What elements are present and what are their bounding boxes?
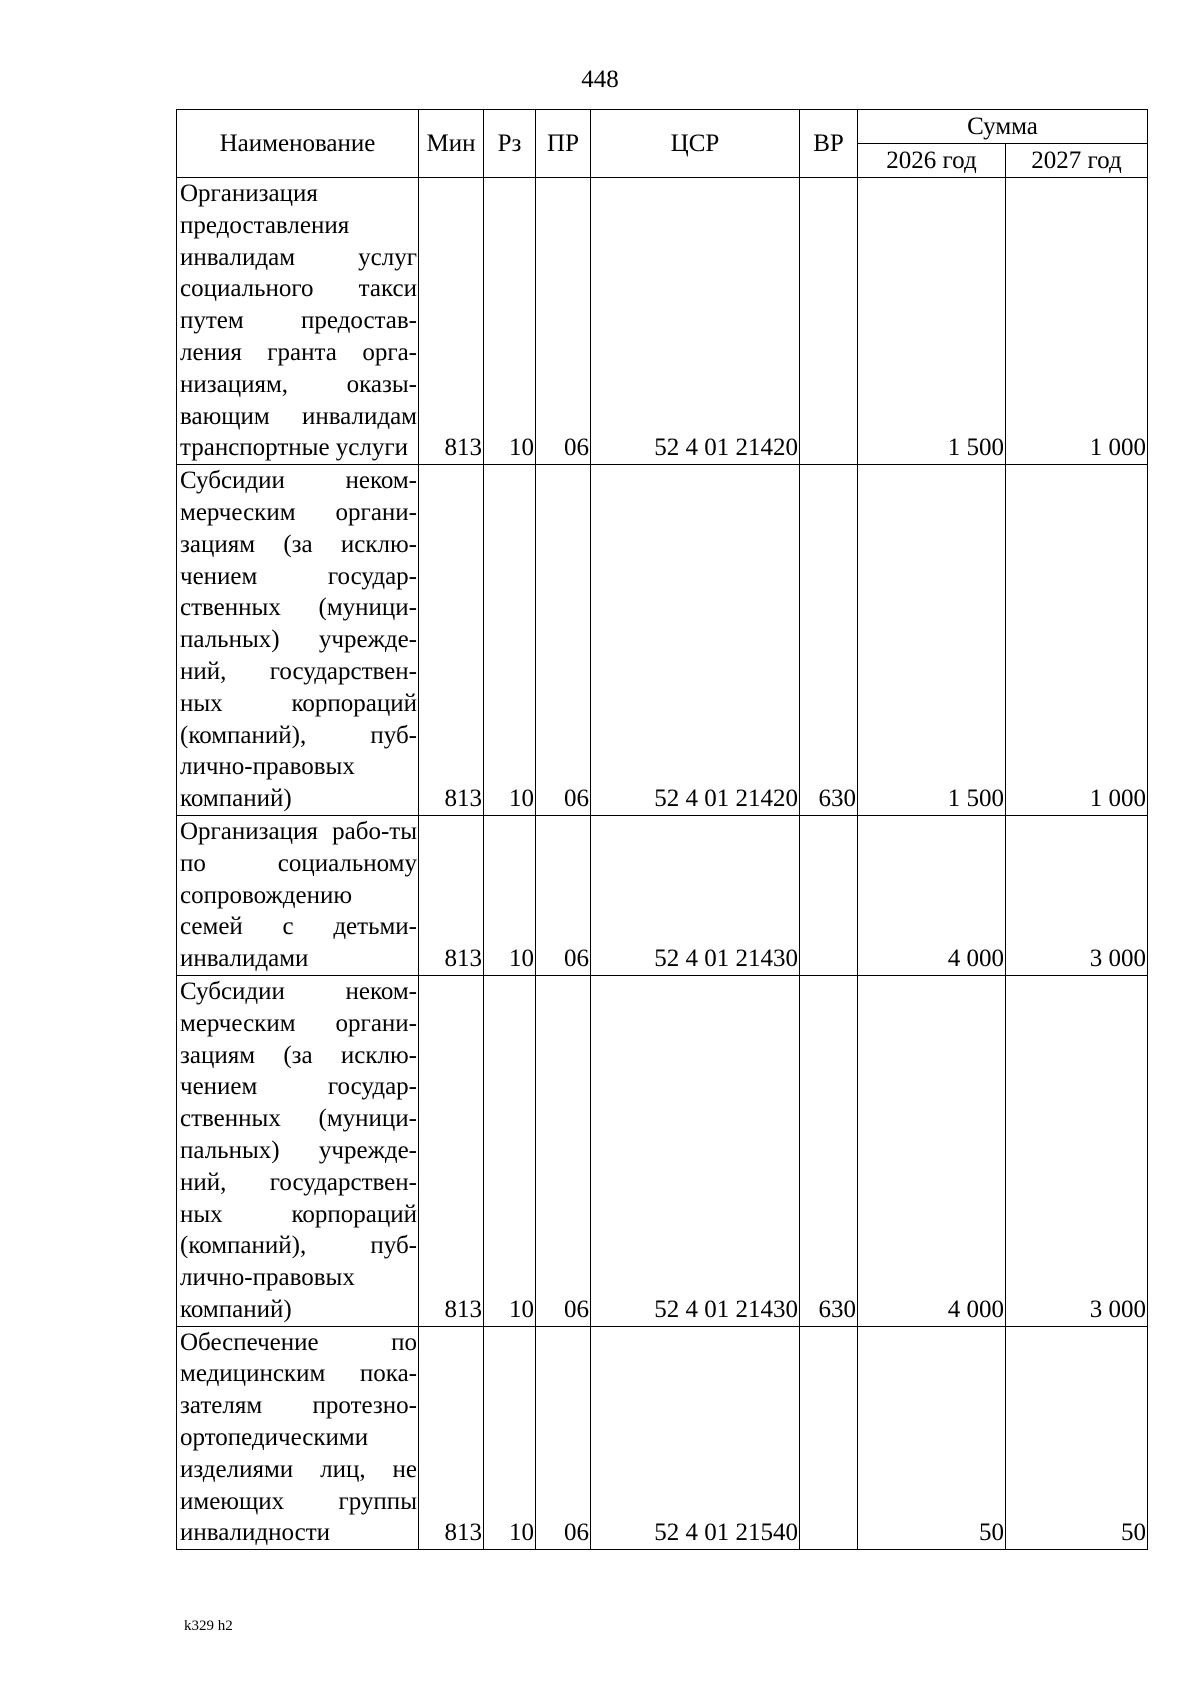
row-rz: 10 [484, 815, 536, 975]
table-row [177, 1326, 1148, 1550]
row-name: Обеспечение по медицинским пока-зателям протезно-ортопедическими изделиями лиц, не имеющих группы инвалидности [177, 1326, 419, 1550]
row-min: 813 [419, 815, 484, 975]
table-row [177, 975, 1148, 1326]
row-min: 813 [419, 178, 484, 465]
row-name: Субсидии неком-мерческим органи-зациям (за исклю-чением государ-ственных (муници-пальных) учрежде-ний, государствен-ных корпораций (компаний), пуб-лично-правовых компаний) [177, 465, 419, 816]
row-vr: 630 [800, 975, 858, 1326]
header-vr: ВР [800, 110, 858, 178]
row-pr: 06 [536, 1326, 591, 1550]
row-rz: 10 [484, 975, 536, 1326]
row-csr: 52 4 01 21540 [591, 1326, 800, 1550]
row-rz: 10 [484, 178, 536, 465]
row-csr: 52 4 01 21430 [591, 815, 800, 975]
row-sum-2027: 1 000 [1006, 178, 1148, 465]
row-sum-2027: 3 000 [1006, 975, 1148, 1326]
header-year-2026: 2026 год [858, 144, 1006, 178]
row-sum-2027: 1 000 [1006, 465, 1148, 816]
row-pr: 06 [536, 815, 591, 975]
row-rz: 10 [484, 465, 536, 816]
table-row [177, 178, 1148, 465]
row-sum-2026: 50 [858, 1326, 1006, 1550]
table-row [177, 465, 1148, 816]
row-csr: 52 4 01 21420 [591, 465, 800, 816]
row-pr: 06 [536, 178, 591, 465]
row-sum-2026: 4 000 [858, 975, 1006, 1326]
row-sum-2027: 50 [1006, 1326, 1148, 1550]
row-rz: 10 [484, 1326, 536, 1550]
row-min: 813 [419, 465, 484, 816]
budget-table [176, 109, 1148, 1550]
row-vr: 630 [800, 465, 858, 816]
row-min: 813 [419, 975, 484, 1326]
row-pr: 06 [536, 465, 591, 816]
row-sum-2027: 3 000 [1006, 815, 1148, 975]
header-year-2027: 2027 год [1006, 144, 1148, 178]
row-min: 813 [419, 1326, 484, 1550]
header-min: Мин [419, 110, 484, 178]
header-pr: ПР [536, 110, 591, 178]
row-vr [800, 815, 858, 975]
row-csr: 52 4 01 21420 [591, 178, 800, 465]
row-name: Субсидии неком-мерческим органи-зациям (за исклю-чением государ-ственных (муници-пальных) учрежде-ний, государствен-ных корпораций (компаний), пуб-лично-правовых компаний) [177, 975, 419, 1326]
row-vr [800, 1326, 858, 1550]
row-name: Организация рабо-ты по социальному сопровождению семей с детьми-инвалидами [177, 815, 419, 975]
table-row [177, 815, 1148, 975]
row-name: Организация предоставления инвалидам услуг социального такси путем предостав-ления гранта орга-низациям, оказы-вающим инвалидам транспортные услуги [177, 178, 419, 465]
page-number: 448 [581, 66, 619, 93]
header-sum: Сумма [858, 110, 1148, 144]
footer-code: k329 h2 [184, 1618, 233, 1634]
row-csr: 52 4 01 21430 [591, 975, 800, 1326]
header-csr: ЦСР [591, 110, 800, 178]
row-sum-2026: 4 000 [858, 815, 1006, 975]
row-sum-2026: 1 500 [858, 465, 1006, 816]
row-pr: 06 [536, 975, 591, 1326]
row-sum-2026: 1 500 [858, 178, 1006, 465]
row-vr [800, 178, 858, 465]
header-rz: Рз [484, 110, 536, 178]
header-name: Наименование [177, 110, 419, 178]
